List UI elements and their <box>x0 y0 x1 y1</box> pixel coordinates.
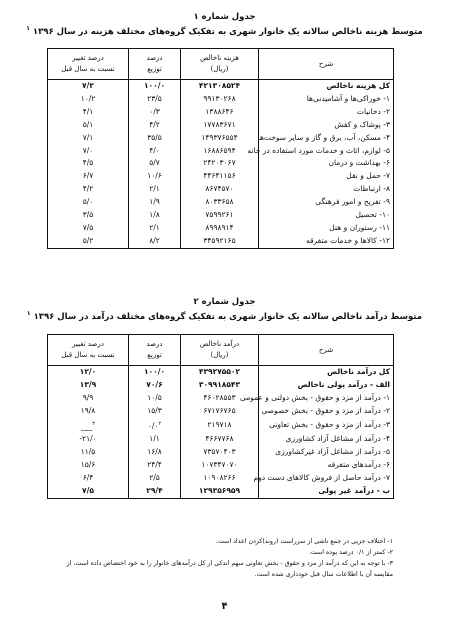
row-desc-text: کل هزینه ناخالص <box>326 81 390 90</box>
table-row <box>48 222 394 235</box>
table-row <box>48 132 394 145</box>
row-amount-text: ۴۴۶۴۱۱۵۶ <box>203 171 236 181</box>
row-change-text: ۱۰/۲ <box>80 93 96 103</box>
row-change <box>48 235 129 248</box>
row-amount <box>181 119 259 132</box>
row-change-text: ۵/۱ <box>82 119 94 129</box>
table2-heading <box>0 297 449 322</box>
page-number: ۴ <box>221 601 228 612</box>
table-row <box>48 209 394 222</box>
header-change <box>48 49 129 80</box>
row-amount-text: ۸۰۳۳۶۵۸ <box>205 197 234 207</box>
row-desc <box>259 222 394 235</box>
row-desc <box>259 418 394 433</box>
row-desc <box>259 157 394 170</box>
row-change-text: ۴/۵ <box>82 158 94 168</box>
footnote-3: ۳- با توجه به این که درآمد از مزد و حقوق - بخش تعاونی سهم اندکی از کل درآمدهای خانوار را به خود اختصاص داده است، از مقایسه آن با اطلاعات سال قبل خودداری شده است. <box>66 560 393 578</box>
row-amount <box>181 235 259 248</box>
row-change <box>48 119 129 132</box>
row-share-text: ۰/۳ <box>149 106 160 116</box>
row-desc-text: ۱۱- رستوران و هتل <box>329 222 390 232</box>
expense-table-header <box>48 49 394 80</box>
row-amount-text: ۸۶۷۴۵۷۰ <box>205 184 234 194</box>
table2-title-note: ۱ <box>26 310 31 317</box>
row-amount <box>181 93 259 106</box>
footnote-1: ۱- اختلاف جزیی در جمع ناشی از سرراست (روند)کردن اعداد است. <box>215 538 393 545</box>
row-share <box>129 485 181 498</box>
row-desc <box>259 196 394 209</box>
row-amount-text: ۳۰۹۹۱۸۵۴۳ <box>198 379 241 389</box>
row-share <box>129 366 181 379</box>
row-change <box>48 157 129 170</box>
header-share-l1: درصد <box>146 54 163 62</box>
row-share <box>129 157 181 170</box>
row-change-text: ۷/۵ <box>82 485 94 495</box>
row-share-text: ۱۵/۳ <box>147 405 162 415</box>
row-amount-text: ۶۷۱۷۶۷۶۵ <box>203 405 236 415</box>
header-share <box>129 49 181 80</box>
row-change <box>48 183 129 196</box>
row-desc <box>259 379 394 392</box>
row-change <box>48 209 129 222</box>
row-change-text: ۷/۵ <box>82 222 94 232</box>
row-change <box>48 93 129 106</box>
row-amount <box>181 433 259 446</box>
row-amount <box>181 196 259 209</box>
row-amount-text: ۱۰۹۰۸۲۶۶ <box>203 472 236 482</box>
row-amount-text: ۷۵۹۹۲۶۱ <box>205 210 234 220</box>
row-share <box>129 392 181 405</box>
row-desc <box>247 145 394 158</box>
row-desc-text: ۲- درآمد از مزد و حقوق - بخش خصوصی <box>261 405 390 415</box>
row-change-text: ___ <box>81 421 93 431</box>
row-share <box>129 222 181 235</box>
row-share <box>129 405 181 418</box>
row-desc <box>259 459 394 472</box>
row-share <box>129 132 181 145</box>
row-share <box>129 196 181 209</box>
row-amount <box>181 183 259 196</box>
income-table-body <box>48 366 394 499</box>
row-change <box>48 485 129 498</box>
row-share <box>129 379 181 392</box>
row-share <box>129 170 181 183</box>
row-change-text: ۱۵/۶ <box>80 459 96 469</box>
row-change-text: ۱۹/۸ <box>80 405 96 415</box>
row-change-text: ۱۲/۰ <box>79 367 97 376</box>
table1-title <box>0 25 449 37</box>
row-change-text: ۱۱/۵ <box>80 446 96 456</box>
row-share-text: ۴/۲ <box>149 119 160 129</box>
row-share-text: ۱/۱ <box>149 434 160 444</box>
row-amount <box>181 157 259 170</box>
row-share-text: ۲۴/۴ <box>147 459 162 469</box>
row-desc <box>259 366 394 379</box>
row-amount-text: ۳۴۵۹۲۱۶۵ <box>203 235 236 245</box>
row-change <box>48 472 129 485</box>
row-change <box>48 222 129 235</box>
row-amount <box>181 472 259 485</box>
table-row <box>48 405 394 418</box>
row-change <box>48 392 129 405</box>
row-change-text: ۵/۰ <box>82 197 94 207</box>
table1-caption: جدول شماره ۱ <box>193 12 256 22</box>
row-desc <box>259 93 394 106</box>
row-amount <box>181 459 259 472</box>
row-change <box>48 196 129 209</box>
row-share-text: ۱۰/۵ <box>147 392 162 402</box>
row-change-text: ۵/۲ <box>82 235 94 245</box>
row-desc-text: ۳- پوشاک و کفش <box>334 119 390 129</box>
row-amount <box>181 379 259 392</box>
row-share <box>129 446 181 459</box>
table-row <box>48 485 394 498</box>
row-desc <box>259 405 394 418</box>
row-change-text: ۷/۱ <box>82 132 94 142</box>
header-amount-l2: (ریال) <box>210 351 229 359</box>
row-share-text: ۲۳/۵ <box>147 93 162 103</box>
row-share-text: ۷۰/۶ <box>146 379 163 389</box>
table-row <box>48 392 394 405</box>
row-share <box>129 209 181 222</box>
row-share-text: ۱/۸ <box>149 210 160 220</box>
row-change <box>48 170 129 183</box>
row-change-text: ۷/۰ <box>82 145 94 155</box>
row-amount <box>181 446 259 459</box>
header-share-l2: توزیع <box>147 351 162 359</box>
row-change <box>48 446 129 459</box>
row-change <box>48 132 129 145</box>
row-share <box>129 106 181 119</box>
table-row <box>48 472 394 485</box>
row-desc <box>259 106 394 119</box>
row-amount-text: ۲۴۲۰۳۰۶۷ <box>203 158 236 168</box>
row-desc-text: ۱- خوراکی‌ها و آشامیدنی‌ها <box>306 93 390 103</box>
row-desc <box>259 235 394 248</box>
table-row <box>48 145 394 158</box>
table2-title <box>0 310 449 322</box>
row-share <box>129 433 181 446</box>
row-desc-text: ۲- دخانیات <box>356 106 390 116</box>
row-share-text: ۱۶/۸ <box>147 446 162 456</box>
row-share <box>129 183 181 196</box>
table-row <box>48 119 394 132</box>
row-desc <box>259 119 394 132</box>
row-desc-text: ۷- درآمد حاصل از فروش کالاهای دست دوم <box>253 472 390 482</box>
row-amount-text: ۹۹۱۳۰۲۶۸ <box>203 93 236 103</box>
row-desc-text: ۱۲- کالاها و خدمات متفرقه <box>305 235 390 245</box>
row-share <box>129 119 181 132</box>
row-amount <box>181 405 259 418</box>
row-amount <box>181 170 259 183</box>
table2-caption: جدول شماره ۲ <box>193 297 256 307</box>
row-desc <box>259 132 394 145</box>
row-amount <box>181 485 259 498</box>
row-amount-text: ۱۲۹۳۵۶۹۵۹ <box>198 485 241 495</box>
row-desc-text: ۵- درآمد از مشاغل آزاد غیرکشاورزی <box>275 446 390 456</box>
row-share <box>129 93 181 106</box>
row-share-text: ۲/۱ <box>149 222 160 232</box>
header-desc: شرح <box>259 335 394 366</box>
row-amount-text: ۸۹۹۸۹۱۴ <box>205 222 234 232</box>
header-amount <box>181 335 259 366</box>
row-share-text: ۴/۰ <box>149 145 160 155</box>
row-amount <box>181 209 259 222</box>
row-share-text: ۱۰۰/۰ <box>143 367 166 376</box>
row-share-text: ۲۹/۴ <box>146 485 163 495</box>
table-row <box>48 235 394 248</box>
row-change <box>48 433 129 446</box>
table-row <box>48 379 394 392</box>
income-table-header <box>48 335 394 366</box>
table-row <box>48 170 394 183</box>
header-change-l2: نسبت به سال قبل <box>61 351 115 359</box>
row-desc <box>259 446 394 459</box>
header-amount-l1: درآمد ناخالص <box>199 340 240 348</box>
row-desc-text: ۴- مسکن، آب، برق و گاز و سایر سوخت‌ها <box>257 132 390 142</box>
footnote-marker: ۳ <box>92 420 95 427</box>
table-row <box>48 106 394 119</box>
row-change <box>48 366 129 379</box>
table-row <box>48 433 394 446</box>
header-change-l2: نسبت به سال قبل <box>61 65 115 73</box>
row-share-text: ۱۰۰/۰ <box>143 81 166 90</box>
header-amount-l1: هزینه ناخالص <box>200 54 239 62</box>
footnote-2: ۲- کمتر از ۰/۱ درصد بوده است. <box>308 549 393 556</box>
table-row <box>48 418 394 433</box>
row-share <box>129 418 181 433</box>
row-change <box>48 459 129 472</box>
row-change <box>48 418 129 433</box>
row-change <box>48 80 129 93</box>
row-amount-text: ۴۲۱۳۰۸۵۲۴ <box>198 81 241 90</box>
row-share-text: ۰/۰ <box>147 421 159 431</box>
row-change-text: ۹/۹ <box>82 392 94 402</box>
row-change-text: -۲۱/۰ <box>79 434 97 444</box>
table2-title-text: متوسط درآمد ناخالص سالانه یک خانوار شهری به تفکیک گروه‌های مختلف درآمد در سال ۱۳۹۶ <box>33 311 423 322</box>
row-share <box>129 235 181 248</box>
row-share-text: ۸/۲ <box>149 235 160 245</box>
row-amount-text: ۲۱۹۷۱۸ <box>207 419 232 429</box>
row-desc-text: ۹- تفریح و امور فرهنگی <box>315 197 390 207</box>
row-desc-text: الف - درآمد پولی ناخالص <box>297 379 390 389</box>
row-amount-text: ۱۳۸۸۶۴۶ <box>205 106 234 116</box>
header-change <box>48 335 129 366</box>
table-row <box>48 366 394 379</box>
table1-heading <box>0 12 449 37</box>
row-amount-text: ۴۶۶۷۷۶۸ <box>205 434 234 444</box>
row-change <box>48 405 129 418</box>
row-change-text: ۱۳/۹ <box>79 379 97 389</box>
row-desc-text: ۸- ارتباطات <box>353 184 390 194</box>
footnotes <box>48 536 393 580</box>
row-change <box>48 106 129 119</box>
row-share <box>129 459 181 472</box>
row-desc-text: ب - درآمد غیر پولی <box>318 485 390 495</box>
row-desc-text: ۶- درآمدهای متفرقه <box>327 459 390 469</box>
row-share <box>129 145 181 158</box>
footnote-marker: ۲ <box>158 420 162 427</box>
row-share-text: ۱۰/۶ <box>147 171 162 181</box>
row-amount-text: ۴۳۹۲۷۵۵۰۲ <box>198 367 241 376</box>
row-desc <box>239 392 394 405</box>
header-desc: شرح <box>259 49 394 80</box>
table-row <box>48 80 394 93</box>
row-change-text: ۴/۱ <box>82 106 94 116</box>
row-amount-text: ۱۷۷۸۳۶۷۱ <box>203 119 236 129</box>
row-desc <box>259 80 394 93</box>
header-amount-l2: (ریال) <box>210 65 229 73</box>
row-share <box>129 472 181 485</box>
row-amount <box>181 366 259 379</box>
header-share-l1: درصد <box>146 340 163 348</box>
row-desc-text: ۴- درآمد از مشاغل آزاد کشاورزی <box>285 434 390 444</box>
row-change <box>48 379 129 392</box>
table-row <box>48 157 394 170</box>
expense-table-body <box>48 80 394 249</box>
row-share-text: ۳۵/۵ <box>147 132 162 142</box>
table1-title-text: متوسط هزینه ناخالص سالانه یک خانوار شهری به تفکیک گروه‌های مختلف هزینه در سال ۱۳۹۶ <box>32 26 423 37</box>
header-change-l1: درصد تغییر <box>72 54 104 62</box>
row-desc-text: ۳- درآمد از مزد و حقوق - بخش تعاونی <box>269 419 390 429</box>
row-desc <box>253 472 394 485</box>
header-share-l2: توزیع <box>147 65 162 73</box>
row-amount <box>181 132 259 145</box>
row-share-text: ۲/۱ <box>149 184 160 194</box>
table1-title-note: ۱ <box>26 25 30 32</box>
row-change <box>48 145 129 158</box>
row-desc-text: ۱۰- تحصیل <box>355 210 390 220</box>
row-amount <box>181 418 259 433</box>
row-share <box>129 80 181 93</box>
row-desc <box>259 433 394 446</box>
row-amount-text: ۱۴۹۳۷۶۵۵۴ <box>201 132 238 142</box>
row-share-text: ۱/۹ <box>149 197 160 207</box>
row-change-text: ۳/۵ <box>82 210 94 220</box>
row-desc-text: ۵- لوازم، اثاث و خدمات مورد استفاده در خانه <box>247 145 390 155</box>
row-amount <box>181 106 259 119</box>
row-change-text: ۷/۲ <box>82 81 94 90</box>
table-row <box>48 93 394 106</box>
row-desc <box>259 485 394 498</box>
row-change-text: ۴/۲ <box>82 184 94 194</box>
table-row <box>48 459 394 472</box>
row-desc <box>259 183 394 196</box>
row-desc-text: ۱- درآمد از مزد و حقوق - بخش دولتی و عمومی <box>239 392 390 402</box>
row-change-text: ۶/۷ <box>82 171 94 181</box>
header-change-l1: درصد تغییر <box>72 340 104 348</box>
row-share-text: ۵/۷ <box>149 158 160 168</box>
table-row <box>48 446 394 459</box>
row-change-text: ۶/۴ <box>82 472 94 482</box>
row-desc-text: ۶- بهداشت و درمان <box>328 158 390 168</box>
income-table <box>47 334 394 499</box>
row-amount <box>181 222 259 235</box>
row-desc-text: کل درآمد ناخالص <box>327 367 390 376</box>
row-amount-text: ۱۰۷۳۴۷۰۷۰ <box>201 459 238 469</box>
row-amount-text: ۱۶۸۸۶۵۹۴ <box>203 145 236 155</box>
row-desc-text: ۷- حمل و نقل <box>346 171 390 181</box>
row-amount-text: ۷۳۵۷۰۴۰۳ <box>203 446 236 456</box>
table-row <box>48 183 394 196</box>
row-amount-text: ۴۶۰۲۸۵۵۳ <box>203 392 236 402</box>
header-amount <box>181 49 259 80</box>
row-desc <box>259 209 394 222</box>
row-desc <box>259 170 394 183</box>
expense-table <box>47 48 394 249</box>
row-amount <box>181 80 259 93</box>
table-row <box>48 196 394 209</box>
header-share <box>129 335 181 366</box>
row-share-text: ۲/۵ <box>149 472 160 482</box>
